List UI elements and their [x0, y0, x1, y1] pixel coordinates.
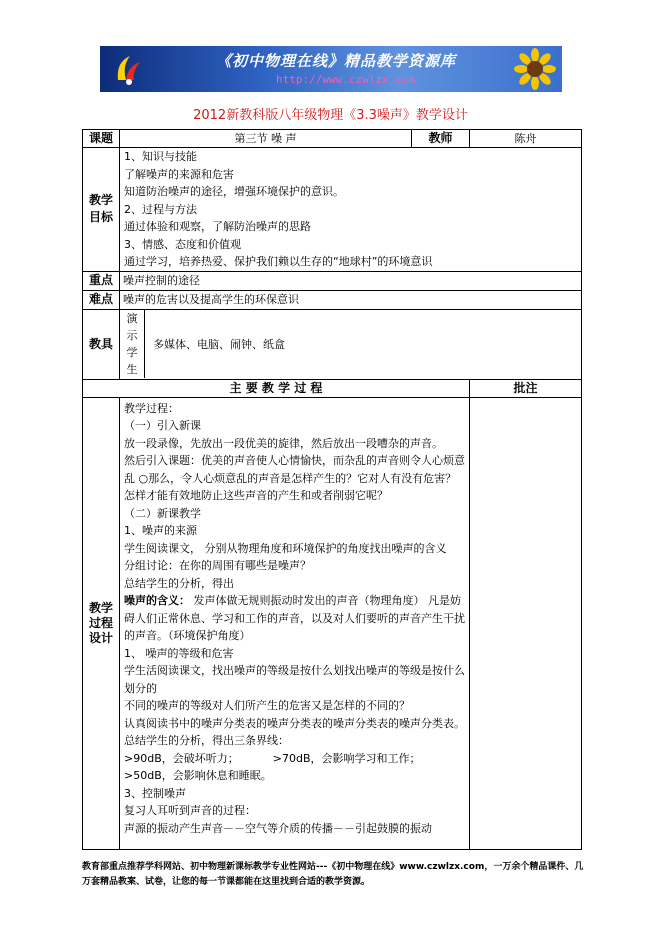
- noise-definition-term: 噪声的含义：: [124, 594, 190, 607]
- difficulty-label: 难点: [83, 290, 120, 309]
- process-line: 学生活阅读课文，找出噪声的等级是按什么划找出噪声的等级是按什么划分的: [124, 664, 465, 695]
- process-line: >50dB，会影响休息和睡眠。: [124, 769, 272, 782]
- objective-line: 知道防治噪声的途径，增强环境保护的意识。: [124, 185, 344, 198]
- process-row: [83, 397, 582, 849]
- design-label: 教学过程设计: [83, 397, 120, 849]
- process-content: [120, 397, 470, 849]
- objective-line: 通过体验和观察，了解防治噪声的思路: [124, 220, 311, 233]
- threshold-90: >90dB，会破坏听力；: [124, 751, 239, 765]
- noise-definition-text: 发声体做无规则振动时发出的声音（物理角度） 凡是妨碍人们正常休息、学习和工作的声音，以及对人们要听的声音产生干扰的声音。（环境保护角度）: [124, 594, 465, 642]
- difficulty-row: [83, 290, 582, 309]
- threshold-70: >70dB，会影响学习和工作；: [272, 751, 421, 765]
- noise-definition: [124, 592, 465, 645]
- process-line: 教学过程：: [124, 401, 179, 415]
- process-header-row: [83, 379, 582, 397]
- process-line: 总结学生的分析，得出: [124, 576, 234, 590]
- tools-cell: [120, 309, 582, 379]
- key-point-row: [83, 271, 582, 290]
- banner-title: 《初中物理在线》精品教学资源库: [216, 52, 457, 70]
- banner-url[interactable]: http://www.czwlzx.com: [276, 73, 416, 86]
- key-point-label: 重点: [83, 271, 120, 290]
- objective-line: 通过学习，培养热爱、保护我们赖以生存的“地球村”的环境意识: [124, 255, 433, 268]
- process-line: 1、 噪声的等级和危害: [124, 646, 234, 660]
- process-line: （一）引入新课: [124, 419, 201, 432]
- objective-line: 1、知识与技能: [124, 150, 197, 163]
- process-line: 然后引入课题：优美的声音使人心情愉快，而杂乱的声音则令人心烦意乱 ○那么，令人心烦意乱的声音是怎样产生的？它对人有没有危害？: [124, 454, 465, 485]
- teacher-label: 教师: [412, 130, 470, 148]
- process-line: 学生阅读课文， 分别从物理角度和环境保护的角度找出噪声的含义: [124, 541, 447, 555]
- tools-row: [83, 309, 582, 379]
- topic-row: [83, 130, 582, 148]
- process-line: 复习人耳听到声音的过程：: [124, 804, 256, 817]
- topic-value: 第三节 噪 声: [120, 130, 412, 148]
- process-line: 放一段录像，先放出一段优美的旋律，然后放出一段嘈杂的声音。: [124, 436, 443, 450]
- objectives-label: 教学目标: [83, 148, 120, 272]
- process-line: 怎样才能有效地防止这些声音的产生和或者削弱它呢？: [124, 489, 388, 502]
- site-logo-icon: [112, 52, 146, 86]
- process-line: 1、噪声的来源: [124, 524, 197, 537]
- notes-cell: [470, 397, 582, 849]
- tools-sub-label: 演示学生: [120, 310, 145, 378]
- teacher-value: 陈舟: [470, 130, 582, 148]
- site-banner: [100, 46, 562, 92]
- process-line: 分组讨论：在你的周围有哪些是噪声？: [124, 559, 311, 572]
- process-line: 3、控制噪声: [124, 786, 186, 800]
- lesson-plan-table: [82, 129, 582, 850]
- topic-label: 课题: [83, 130, 120, 148]
- sunflower-icon: [514, 48, 556, 90]
- key-point-value: 噪声控制的途径: [120, 271, 582, 290]
- objective-line: 3、情感、态度和价值观: [124, 237, 241, 251]
- tools-value: 多媒体、电脑、闹钟、纸盒: [153, 337, 285, 351]
- objective-line: 了解噪声的来源和危害: [124, 167, 234, 181]
- process-header: 主 要 教 学 过 程: [83, 379, 470, 397]
- difficulty-value: 噪声的危害以及提高学生的环保意识: [120, 290, 582, 309]
- objectives-row: [83, 148, 582, 272]
- threshold-line: [124, 750, 465, 768]
- process-line: （二）新课教学: [124, 506, 201, 520]
- process-line: 总结学生的分析，得出三条界线：: [124, 734, 289, 747]
- tools-label: 教具: [83, 309, 120, 379]
- process-line: 声源的振动产生声音－－空气等介质的传播－－引起鼓膜的振动: [124, 821, 432, 835]
- objectives-content: [120, 148, 582, 272]
- document-title: 2012新教科版八年级物理《3.3噪声》教学设计: [193, 108, 468, 123]
- notes-header: 批注: [470, 379, 582, 397]
- process-line: 认真阅读书中的噪声分类表的噪声分类表的噪声分类表的噪声分类表。: [124, 716, 465, 730]
- process-line: 不同的噪声的等级对人们所产生的危害又是怎样的不同的？: [124, 699, 410, 712]
- page-footer: 教育部重点推荐学科网站、初中物理新课标教学专业性网站---《初中物理在线》www.czwlzx.com，一万余个精品课件、几万套精品教案、试卷，让您的每一节课都能在这里找到合适的教学资源。: [82, 862, 584, 887]
- objective-line: 2、过程与方法: [124, 202, 197, 216]
